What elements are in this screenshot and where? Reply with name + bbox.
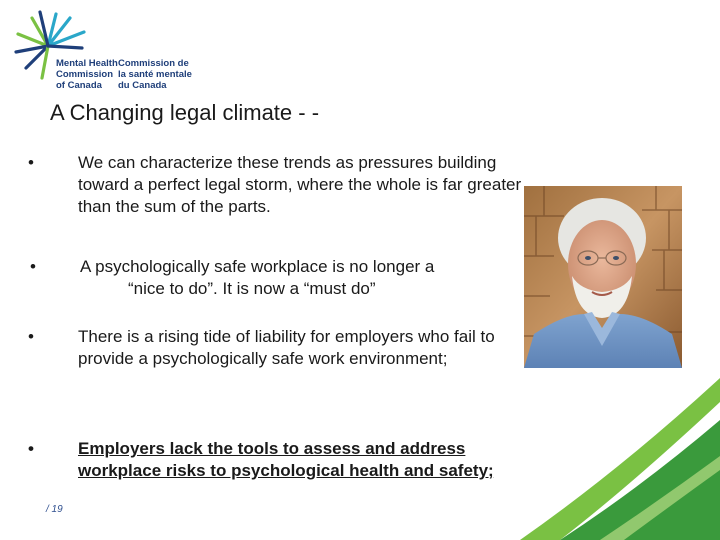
speaker-photo [524,186,682,368]
logo-fr-line: du Canada [118,80,167,91]
logo-name-english [56,58,118,91]
logo-name-french [118,58,192,91]
logo-en-line: of Canada [56,80,102,91]
bullet-dot: • [28,327,34,346]
bullet-text: Employers lack the tools to assess and address workplace risks to psychological health and safety; [78,439,494,480]
bullet-text-line: “nice to do”. It is now a “must do” [128,279,376,298]
bullet-text: There is a rising tide of liability for employers who fail to provide a psychologically safe work environment; [78,327,495,368]
logo-en-line: Commission [56,69,114,80]
bullet-text: We can characterize these trends as pressures building toward a perfect legal storm, where the whole is far greater than the sum of the parts. [78,153,522,216]
bullet-dot: • [28,439,34,458]
bullet-text-line: A psychologically safe workplace is no longer a [80,257,435,276]
mhcc-logo [12,8,222,96]
portrait-image [524,186,682,368]
logo-en-line: Mental Health [56,58,118,69]
page-number: / 19 [46,504,63,515]
logo-fr-line: la santé mentale [118,69,192,80]
slide-title: A Changing legal climate - - [50,100,320,125]
bullet-dot: • [28,153,34,172]
logo-fr-line: Commission de [118,58,189,69]
bullet-dot: • [30,257,36,276]
